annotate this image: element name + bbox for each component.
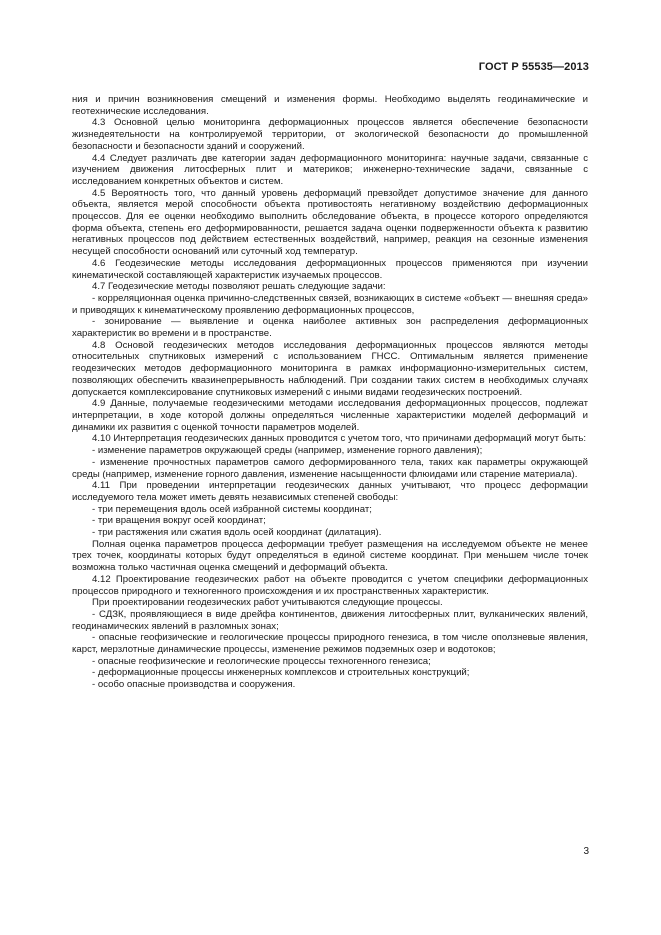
paragraph: - СДЗК, проявляющиеся в виде дрейфа континентов, движения литосферных плит, вулканических явлений, геодинамических явлений в разломных зонах; xyxy=(72,608,588,632)
paragraph: - опасные геофизические и геологические процессы природного генезиса, в том числе оползневые явления, карст, мерзлотные динамические процессы, изменение режимов подземных озер и водотоков; xyxy=(72,632,588,656)
paragraph: 4.8 Основой геодезических методов исследования деформационных процессов являются методы относительных спутниковых измерений с использованием ГНСС. Оптимальным является применение геодезических методов деформационного мониторинга в рамках информационно-измерительных систем, позволяющих обеспечить квазинепрерывность наблюдений. При создании таких систем в необходимых случаях допускается комплексирование спутниковых измерений с иными видами геодезических построений. xyxy=(72,339,588,398)
paragraph: - корреляционная оценка причинно-следственных связей, возникающих в системе «объект — внешняя среда» и приводящих к кинематическому проявлению деформационных процессов, xyxy=(72,292,588,316)
paragraph: 4.9 Данные, получаемые геодезическими методами исследования деформационных процессов, подлежат интерпретации, в ходе которой должны определяться численные характеристики моделей деформаций и динамики их развития с оценкой точности параметров моделей. xyxy=(72,398,588,433)
paragraph: - изменение параметров окружающей среды (например, изменение горного давления); xyxy=(92,445,483,457)
standard-number-header: ГОСТ Р 55535—2013 xyxy=(478,61,589,73)
paragraph: - три перемещения вдоль осей избранной системы координат; xyxy=(92,503,372,515)
paragraph: - деформационные процессы инженерных комплексов и строительных конструкций; xyxy=(92,667,470,679)
paragraph: 4.3 Основной целью мониторинга деформационных процессов является обеспечение безопасности жизнедеятельности на контролируемой территории, от экологической безопасности до промышленной безопасности и безопасности зданий и сооружений. xyxy=(72,117,588,152)
paragraph: 4.10 Интерпретация геодезических данных проводится с учетом того, что причинами деформаций могут быть: xyxy=(92,433,587,445)
paragraph: 4.5 Вероятность того, что данный уровень деформаций превзойдет допустимое значение для данного объекта, является мерой способности объекта противостоять негативному воздействию деформационных процессов. Для ее оценки необходимо выполнить обследование объекта, в процессе которого определяются форма объекта, степень его деформированности, решается задача оценки подверженности объекта к развитию негативных процессов под действием естественных воздействий, например, реакция на сезонные изменения несущей способности оснований или суточный ход температур. xyxy=(72,187,588,258)
paragraph: - три вращения вокруг осей координат; xyxy=(92,515,266,527)
paragraph: - особо опасные производства и сооружения. xyxy=(92,679,296,691)
paragraph: - зонирование — выявление и оценка наиболее активных зон распределения деформационных характеристик во времени и в пространстве. xyxy=(72,316,588,340)
paragraph: 4.6 Геодезические методы исследования деформационных процессов применяются при изучении кинематической составляющей характеристик изучаемых процессов. xyxy=(72,257,588,281)
paragraph: 4.4 Следует различать две категории задач деформационного мониторинга: научные задачи, связанные с изучением движения литосферных плит и материков; инженерно-технические задачи, связанные с исследованием конкретных объектов и систем. xyxy=(72,152,588,187)
paragraph: Полная оценка параметров процесса деформации требует размещения на исследуемом объекте не менее трех точек, координаты которых будут определяться в единой системе координат. При меньшем числе точек возможна только частичная оценка смещений и деформаций объекта. xyxy=(72,538,588,574)
paragraph: - изменение прочностных параметров самого деформированного тела, таких как параметры окружающей среды (например, изменение горного давления, изменение насыщенности флюидами или старение материала). xyxy=(72,456,588,480)
document-body xyxy=(72,94,588,691)
paragraph: При проектировании геодезических работ учитываются следующие процессы. xyxy=(92,597,443,609)
page-number: 3 xyxy=(583,846,589,857)
paragraph: 4.7 Геодезические методы позволяют решать следующие задачи: xyxy=(92,281,386,293)
paragraph: - три растяжения или сжатия вдоль осей координат (дилатация). xyxy=(92,527,382,539)
paragraph: 4.12 Проектирование геодезических работ на объекте проводится с учетом специфики деформационных процессов природного и техногенного происхождения и их пространственных характеристик. xyxy=(72,573,588,597)
paragraph: - опасные геофизические и геологические процессы техногенного генезиса; xyxy=(92,655,431,667)
paragraph: 4.11 При проведении интерпретации геодезических данных учитывают, что процесс деформации исследуемого тела может иметь девять независимых степеней свободы: xyxy=(72,480,588,503)
paragraph: ния и причин возникновения смещений и изменения формы. Необходимо выделять геодинамические и геотехнические исследования. xyxy=(72,94,588,117)
